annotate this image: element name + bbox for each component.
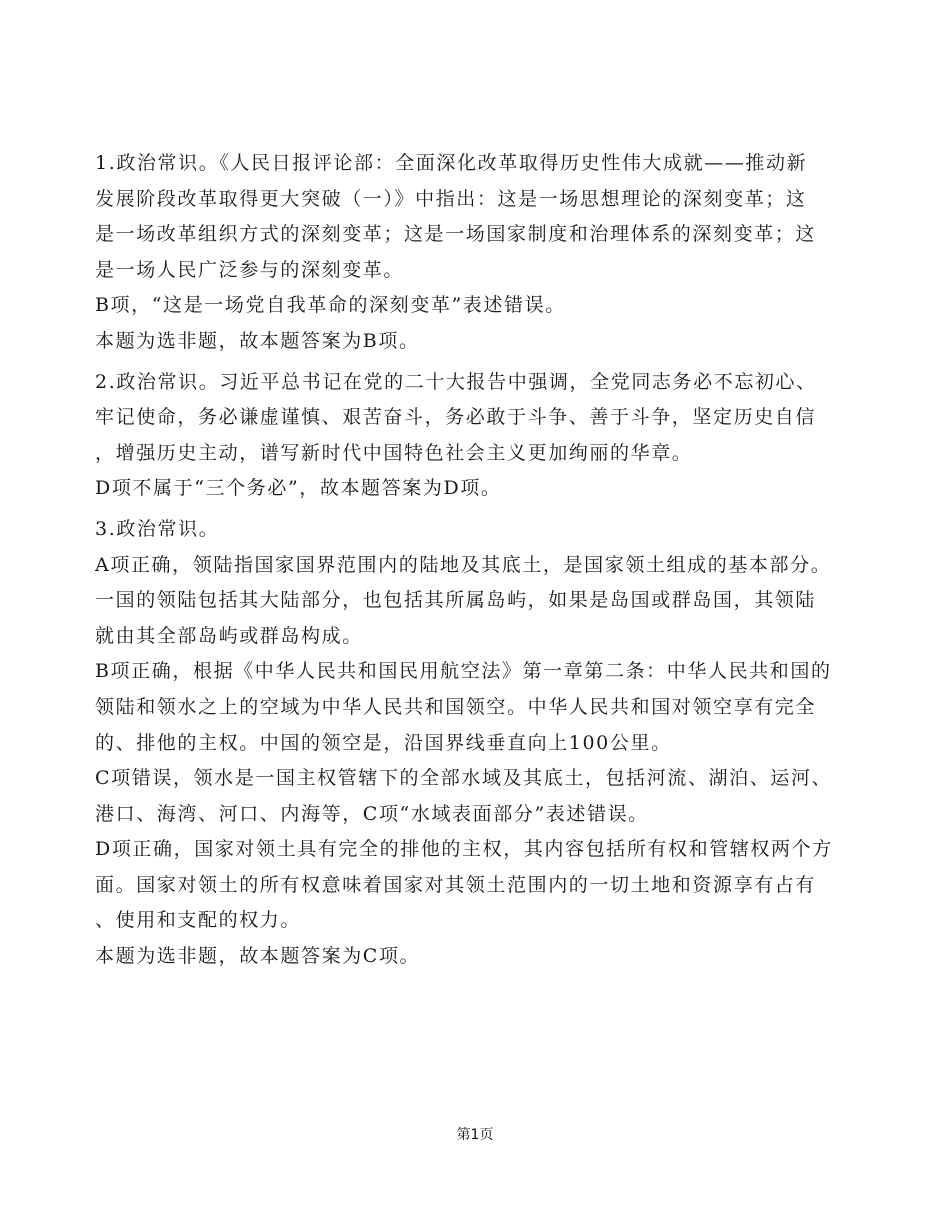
text-line: 的、排他的主权。中国的领空是，沿国界线垂直向上100公里。 [95, 731, 672, 754]
q3-title-paragraph [95, 512, 865, 548]
text-line: 领陆和领水之上的空域为中华人民共和国领空。中华人民共和国对领空享有完全 [95, 695, 817, 718]
q3-option-d-paragraph [95, 832, 865, 939]
text-line: 是一场改革组织方式的深刻变革；这是一场国家制度和治理体系的深刻变革；这 [95, 223, 817, 246]
q2-analysis-paragraph [95, 365, 865, 472]
text-line: 、使用和支配的权力。 [95, 909, 302, 932]
text-line: 本题为选非题，故本题答案为C项。 [95, 945, 421, 968]
text-line: D项不属于“三个务必”，故本题答案为D项。 [95, 477, 502, 500]
q1-analysis-paragraph [95, 146, 865, 288]
text-line: 面。国家对领土的所有权意味着国家对其领土范围内的一切土地和资源享有占有 [95, 873, 817, 896]
text-line: B项，“这是一场党自我革命的深刻变革”表述错误。 [95, 294, 566, 317]
q1-option-b-paragraph [95, 288, 865, 324]
q2-answer-paragraph [95, 471, 865, 507]
text-line: 3.政治常识。 [95, 517, 220, 540]
text-line: D项正确，国家对领土具有完全的排他的主权，其内容包括所有权和管辖权两个方 [95, 838, 833, 861]
text-line: 是一场人民广泛参与的深刻变革。 [95, 258, 405, 281]
q3-option-a-paragraph [95, 548, 865, 655]
text-line: 发展阶段改革取得更大突破（一）》中指出：这是一场思想理论的深刻变革；这 [95, 187, 807, 210]
text-line: 一国的领陆包括其大陆部分，也包括其所属岛屿，如果是岛国或群岛国，其领陆 [95, 589, 817, 612]
text-line: B项正确，根据《中华人民共和国民用航空法》第一章第二条：中华人民共和国的 [95, 660, 832, 683]
text-line: A项正确，领陆指国家国界范围内的陆地及其底土，是国家领土组成的基本部分。 [95, 553, 832, 576]
q3-option-b-paragraph [95, 654, 865, 761]
q3-option-c-paragraph [95, 761, 865, 832]
page-number: 第1页 [456, 1127, 494, 1143]
text-line: ，增强历史主动，谱写新时代中国特色社会主义更加绚丽的华章。 [95, 441, 693, 464]
text-line: C项错误，领水是一国主权管辖下的全部水域及其底土，包括河流、湖泊、运河、 [95, 767, 833, 790]
q1-answer-paragraph [95, 324, 865, 360]
text-line: 就由其全部岛屿或群岛构成。 [95, 624, 363, 647]
text-line: 本题为选非题，故本题答案为B项。 [95, 329, 420, 352]
document-body [95, 146, 865, 975]
text-line: 牢记使命，务必谦虚谨慎、艰苦奋斗，务必敢于斗争、善于斗争，坚定历史自信 [95, 406, 817, 429]
text-line: 1.政治常识。《人民日报评论部：全面深化改革取得历史性伟大成就——推动新 [95, 152, 808, 174]
text-line: 港口、海湾、河口、内海等，C项“水域表面部分”表述错误。 [95, 802, 649, 825]
q3-answer-paragraph [95, 939, 865, 975]
text-line: 2.政治常识。习近平总书记在党的二十大报告中强调，全党同志务必不忘初心、 [95, 370, 817, 393]
